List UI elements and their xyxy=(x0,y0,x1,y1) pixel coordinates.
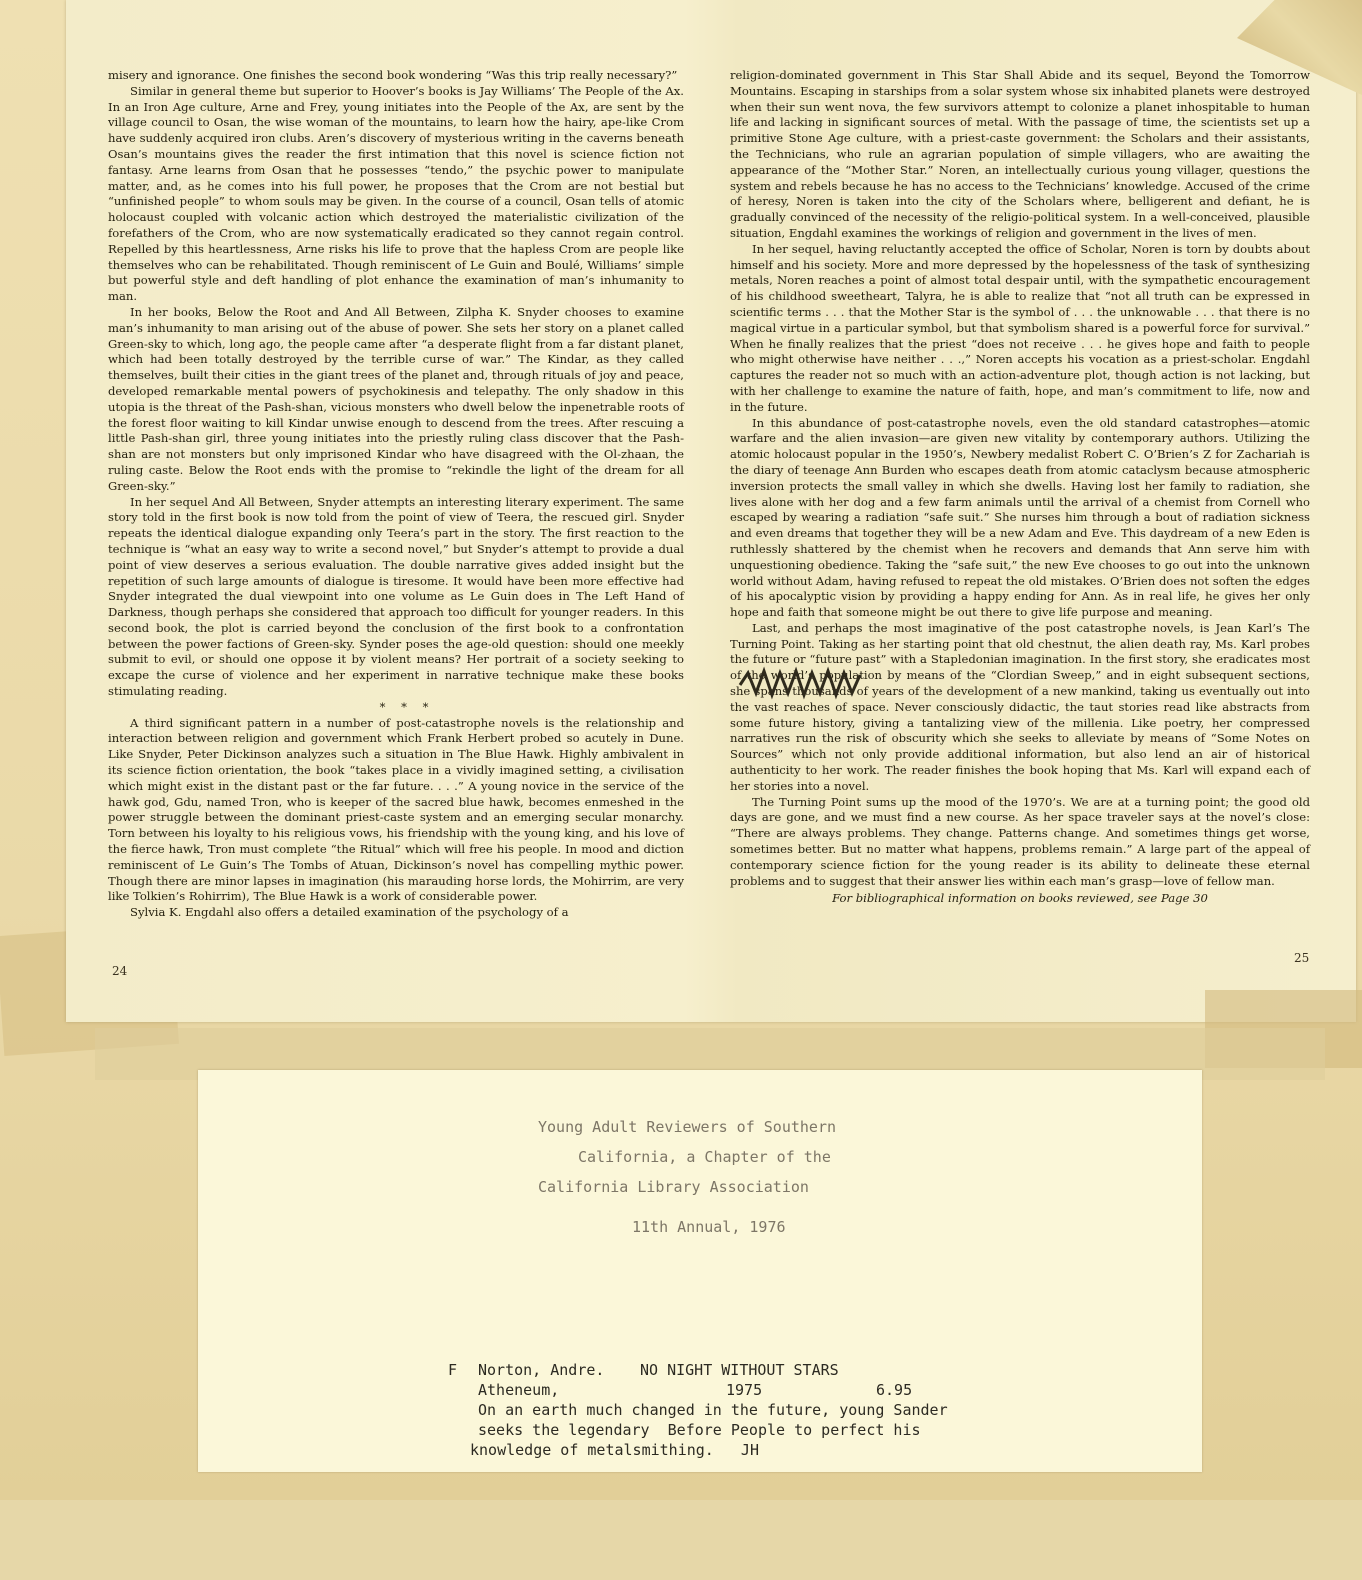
paragraph: In this abundance of post-catastrophe novels, even the old standard catastrophes—atomic warfare and the alien invasion—are given new vitality by contemporary authors. Utilizing the atomic holocaust popular in the 1950’s, Newbery medalist Robert C. O’Brien’s Z for Zachariah is the diary of teenage Ann Burden who escapes death from atomic cataclysm because atmospheric inversion protects the small valley in which she dwells. Having lost her family to radiation, she lives alone with her dog and a few farm animals until the arrival of a chemist from Cornell who escaped by wearing a radiation “safe suit.” She nurses him through a bout of radiation sickness and even dreams that together they will be a new Adam and Eve. This daydream of a new Eden is ruthlessly shattered by the chemist when he recovers and demands that Ann serve him with unquestioning obedience. Taking the “safe suit,” the new Eve chooses to go out into the unknown world without Adam, having refused to repeat the old mistakes. O’Brien does not soften the edges of his apocalyptic vision by providing a happy ending for Ann. As in real life, he gives her only hope and faith that someone might be out there to give life purpose and meaning. xyxy=(730,415,1310,620)
section-separator: * * * xyxy=(379,699,435,714)
card-header-line: 11th Annual, 1976 xyxy=(632,1218,786,1236)
paragraph: A third significant pattern in a number of post-catastrophe novels is the relationship and interaction between religion and government which Frank Herbert probed so acutely in Dune. Like Snyder, Peter Dickinson analyzes such a situation in The Blue Hawk. Highly ambivalent in its science fiction orientation, the book “takes place in a vividly imagined setting, a civilisation which might exist in the distant past or the far future. . . .” A young novice in the service of the hawk god, Gdu, named Tron, who is keeper of the sacred blue hawk, becomes enmeshed in the power struggle between the dominant priest-caste system and an emerging secular monarchy. Torn between his loyalty to his religious vows, his friendship with the young king, and his love of the fierce hawk, Tron must complete “the Ritual” which will free his people. In mood and diction reminiscent of Le Guin’s The Tombs of Atuan, Dickinson’s novel has compelling mythic power. Though there are minor lapses in imagination (his marauding horse lords, the Mohirrim, are very like Tolkien’s Rohirrim), The Blue Hawk is a work of considerable power. xyxy=(108,715,684,904)
publisher: Atheneum, xyxy=(478,1381,560,1399)
review-card xyxy=(198,1070,1202,1472)
paragraph: In her books, Below the Root and And All Between, Zilpha K. Snyder chooses to examine man’s inhumanity to man arising out of the abuse of power. She sets her story on a planet called Green-sky to which, long ago, the people came after “a desperate flight from a far distant planet, which had been totally destroyed by the terrible curse of war.” The Kindar, as they called themselves, built their cities in the giant trees of the planet and, through rituals of joy and peace, developed remarkable mental powers of psychokinesis and telepathy. The only shadow in this utopia is the threat of the Pash-shan, vicious monsters who dwell below the inpenetrable roots of the forest floor waiting to kill Kindar unwise enough to descend from the trees. After rescuing a little Pash-shan girl, three young initiates into the priestly ruling class discover that the Pash-shan are not monsters but only imprisoned Kindar who have disagreed with the Ol-zhaan, the ruling caste. Below the Root ends with the promise to “rekindle the light of the dream for all Green-sky.” xyxy=(108,304,684,493)
paragraph: In her sequel And All Between, Snyder attempts an interesting literary experiment. The same story told in the first book is now told from the point of view of Teera, the rescued girl. Snyder repeats the identical dialogue expanding only Teera’s part in the story. The first reaction to the technique is “what an easy way to write a second novel,” but Snyder’s attempt to provide a dual point of view deserves a serious evaluation. The double narrative gives added insight but the repetition of such large amounts of dialogue is tiresome. It would have been more effective had Snyder integrated the dual viewpoint into one volume as Le Guin does in The Left Hand of Darkness, though perhaps she considered that approach too difficult for younger readers. In this second book, the plot is carried beyond the conclusion of the first book to a confrontation between the power factions of Green-sky. Synder poses the age-old question: should one meekly submit to evil, or should one oppose it by violent means? Her portrait of a society seeking to excape the curse of violence and her experiment in narrative technique make these books stimulating reading. xyxy=(108,494,684,699)
paragraph: religion-dominated government in This Star Shall Abide and its sequel, Beyond the Tomorrow Mountains. Escaping in starships from a solar system whose six inhabited planets were destroyed when their sun went nova, the few survivors attempt to colonize a planet inhospitable to human life and lacking in significant sources of metal. With the passage of time, the scientists set up a primitive Stone Age culture, with a priest-caste government: the Scholars and their assistants, the Technicians, who rule an agrarian population of simple villagers, who are awaiting the appearance of the “Mother Star.” Noren, an intellectually curious young villager, questions the system and rebels because he has no access to the Technicians’ knowledge. Accused of the crime of heresy, Noren is taken into the city of the Scholars where, belligerent and defiant, he is gradually convinced of the necessity of the religio-political system. In a well-conceived, plausible situation, Engdahl examines the workings of religion and government in the lives of men. xyxy=(730,68,1310,240)
summary-line: knowledge of metalsmithing. JH xyxy=(470,1441,759,1459)
card-header-line: California, a Chapter of the xyxy=(578,1148,831,1166)
bibliography-note: For bibliographical information on books reviewed, see Page 30 xyxy=(832,891,1208,906)
paragraph: misery and ignorance. One finishes the second book wondering “Was this trip really necessary?” xyxy=(108,68,678,82)
paragraph: The Turning Point sums up the mood of the 1970’s. We are at a turning point; the good old days are gone, and we must find a new course. As her space traveler says at the novel’s close: “There are always problems. They change. Patterns change. And sometimes things get worse, sometimes better. But no matter what happens, problems remain.” A large part of the appeal of contemporary science fiction for the young reader is its ability to delineate these eternal problems and to suggest that their answer lies within each man’s grasp—love of fellow man. xyxy=(730,794,1310,888)
summary-line: seeks the legendary Before People to perfect his xyxy=(478,1421,921,1439)
paragraph: Sylvia K. Engdahl also offers a detailed examination of the psychology of a xyxy=(130,905,569,920)
card-header-line: California Library Association xyxy=(538,1178,809,1196)
pen-scribble xyxy=(738,665,868,701)
price: 6.95 xyxy=(876,1381,913,1399)
year: 1975 xyxy=(726,1381,763,1399)
article-left-column xyxy=(108,68,684,921)
class-letter: F xyxy=(448,1361,458,1379)
paragraph: In her sequel, having reluctantly accepted the office of Scholar, Noren is torn by doubts about himself and his society. More and more depressed by the hopelessness of the task of synthesizing metals, Noren reaches a point of almost total despair until, with the sympathetic encouragement of his childhood sweetheart, Talyra, he is able to realize that “not all truth can be expressed in scientific terms . . . that the Mother Star is the symbol of . . . the unknowable . . . that there is no magical virtue in a particular symbol, but that symbolism shared is a powerful force for survival.” When he finally realizes that the priest “does not receive . . . he gives hope and faith to people who might otherwise have neither . . .,” Noren accepts his vocation as a priest-scholar. Engdahl captures the reader not so much with an action-adventure plot, though action is not lacking, but with her challenge to examine the nature of faith, hope, and man’s commitment to life, now and in the future. xyxy=(730,241,1310,414)
author: Norton, Andre. xyxy=(478,1361,605,1379)
paragraph: Last, and perhaps the most imaginative of the post catastrophe novels, is Jean Karl’s The Turning Point. Taking as her starting point that old chestnut, the alien death ray, Ms. Karl probes the future or “future past” with a Stapledonian imagination. In the first story, she eradicates most of the world’s population by means of the “Clordian Sweep,” and in eight subsequent sections, she spans thousands of years of the development of a new mankind, taking us eventually out into the vast reaches of space. Never consciously didactic, the taut stories read like abstracts from some future history, giving a tantalizing view of the millenia. Like poetry, her compressed narratives run the risk of obscurity which she seeks to alleviate by means of “Some Notes on Sources” which not only provide additional information, but also lend an air of historical authenticity to her work. The reader finishes the book hoping that Ms. Karl will expand each of her stories into a novel. xyxy=(730,620,1310,793)
card-header-line: Young Adult Reviewers of Southern xyxy=(538,1118,837,1136)
card-entry xyxy=(448,1360,948,1580)
summary-line: On an earth much changed in the future, young Sander xyxy=(478,1401,948,1419)
page-number-right: 25 xyxy=(1294,951,1310,965)
book-title: NO NIGHT WITHOUT STARS xyxy=(640,1361,839,1379)
article-right-column xyxy=(730,68,1310,907)
page-number-left: 24 xyxy=(112,964,128,978)
paragraph: Similar in general theme but superior to Hoover’s books is Jay Williams’ The People of the Ax. In an Iron Age culture, Arne and Frey, young initiates into the People of the Ax, are sent by the village council to Osan, the wise woman of the mountains, to learn how the hairy, ape-like Crom have suddenly acquired iron clubs. Aren’s discovery of mysterious writing in the caverns beneath Osan’s mountains gives the reader the first intimation that this novel is science fiction not fantasy. Arne learns from Osan that he possesses “tendo,” the psychic power to manipulate matter, and, as he comes into his full power, he proposes that the Crom are not bestial but “unfinished people” to whom souls may be given. In the course of a council, Osan tells of atomic holocaust coupled with volcanic action which destroyed the materialistic civilization of the forefathers of the Crom, who are now systematically eradicated so they cannot regain control. Repelled by this heartlessness, Arne risks his life to prove that the hapless Crom are people like themselves who can be rehabilitated. Though reminiscent of Le Guin and Boulé, Williams’ simple but powerful style and deft handling of plot enhance the examination of man’s inhumanity to man. xyxy=(108,83,684,304)
